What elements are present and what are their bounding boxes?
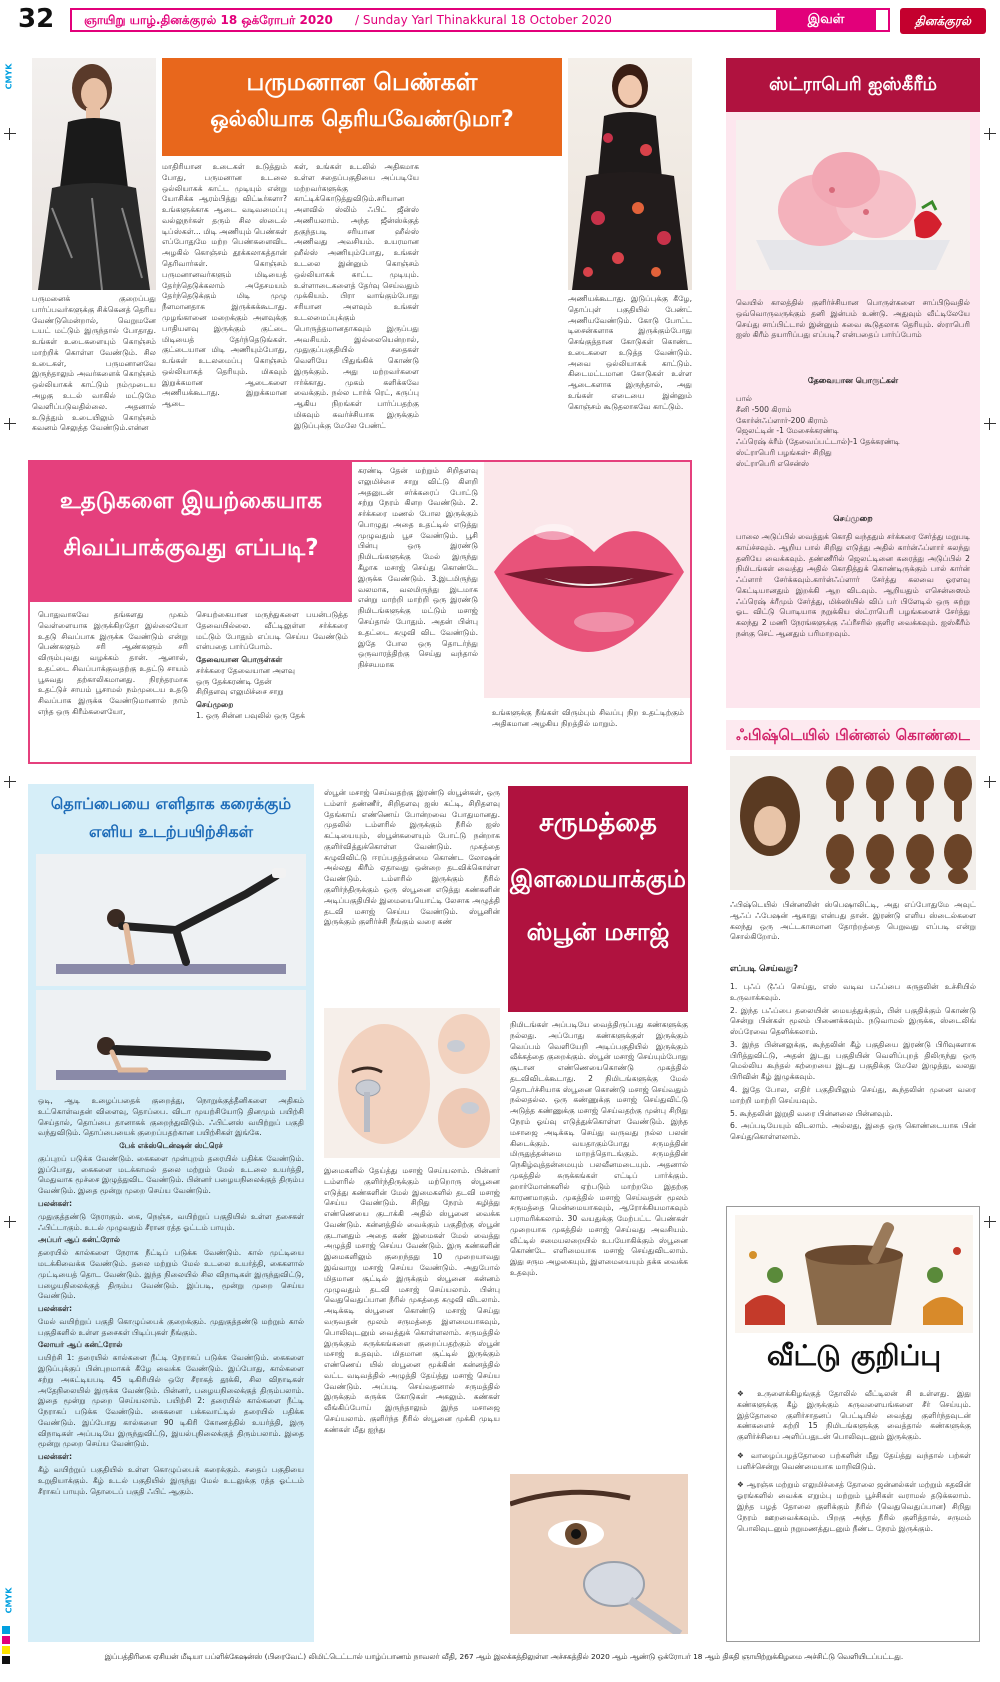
exercise-title: லோயர் ஆப் கன்ட்ரோல் xyxy=(38,1340,123,1350)
lips-title-line1: உதடுகளை இயற்கையாக xyxy=(59,488,323,514)
icecream-ingredient: ஃப்ரெஷ் க்ரீம் (தேவைப்பட்டால்)-1 தேக்கரண்டி xyxy=(736,437,900,447)
tip-item xyxy=(737,1451,971,1473)
braid-title: ஃபிஷ்டெயில் பின்னல் கொண்டை xyxy=(726,720,980,750)
lips-ingredients-heading: தேவையான பொருள்கள் xyxy=(196,655,283,665)
lips-ingredient: சர்க்கரை தேவையான அளவு xyxy=(196,665,296,675)
icecream-title-banner xyxy=(726,58,980,112)
exercise-title: அப்பர் ஆப் கன்ட்ரோல் xyxy=(38,1235,121,1245)
belly-article xyxy=(28,784,314,1642)
lips-title-line2: சிவப்பாக்குவது எப்படி? xyxy=(63,535,319,561)
tip-item xyxy=(737,1480,971,1534)
belly-title-line2: எளிய உடற்பயிற்சிகள் xyxy=(88,822,254,841)
spoon-text-col1-bottom: இமைகளில் தேய்த்து மசாஜ் செய்யலாம். பின்னர் டம்ளரில் குளிர்ந்திருக்கும் மற்றொரு ஸ்பூனை எடுத்து கண்களின் மேல் இமைகளில் தடவி மசாஜ் செய்ய வேண்டும். சிறிது நேரம் கழித்து எண்ணெயை குடாக்கி அதில் ஸ்பூனை வைக்க வேண்டும். கன்னத்தில் வைக்கும் பகுதிற்கு ஸ்பூன் குடானதும் அதை கண் இமைகள் மேல் வைத்து அழுத்தி மசாஜ் செய்ய வேண்டும். இரு கண்களின் இமைகளிலும் குறைந்தது 10 முறையாவது இவ்வாறு மசாஜ் செய்ய வேண்டும். அதுபோல் மிதமான சூட்டில் இருக்கும் ஸ்பூனை கன்னம் முழுவதும் தடவி மசாஜ் செய்யலாம். பின்பு வெதுவெதுப்பான நீரில் முகத்தை கழுவி விடலாம். அடிக்கடி ஸ்பூனை கொண்டு மசாஜ் செய்து வருவதன் மூலம் சருமத்தை இளமையாகவும், பொலிவுடனும் வைத்துக் கொள்ளலாம். சருமத்தில் இருக்கும் சுருக்கங்களை குறைப்பதற்கும் ஸ்பூன் மசாஜ் உதவும். மிதமான சூட்டில் இருக்கும் எண்ணெய் யில் ஸ்பூனை மூக்கின் கன்னத்தில் வட்ட வடிவத்தில் அழுத்தி தேய்த்து மசாஜ் செய்ய வேண்டும். அப்படி செய்வதனால் சருமத்தில் இருக்கும் சுருக்க கோடுகள் அகலும். கண்கள் வீங்கிப்போய் இருந்தாலும் இந்த மசாஜை செய்யலாம். குளிர்ந்த நீரில் ஸ்பூனை முக்கி முடிய கண்கள் மீது ஐந்து xyxy=(324,1166,500,1434)
braid-step: 4. இதே போல, எதிர் பகுதியிலும் செய்து, கூந்தலின் முனை வரை மாற்றி மாற்றி செய்யவும். xyxy=(730,1085,976,1105)
lips-article xyxy=(28,460,692,764)
icecream-method-heading: செய்முறை xyxy=(833,514,873,523)
spices-photo xyxy=(735,1215,973,1333)
registration-mark xyxy=(4,128,16,140)
icecream-title: ஸ்ட்ராபெரி ஐஸ்கீரீம் xyxy=(768,74,938,95)
spoon-text-col1-top: ஸ்பூன் மசாஜ் செய்வதற்கு இரண்டு ஸ்பூன்கள், ஒரு டம்ளர் தண்ணீர், சிறிதளவு ஐஸ் கட்டி, சிறிதளவு தேங்காய் எண்ணெய் போன்றவை போதுமானது. முதலில் டம்ளரில் இருக்கும் நீரில் ஐஸ் கட்டியையும், ஸ்பூன்களையும் போட்டு நன்றாக குளிர்வித்துக்கொள்ள வேண்டும். முகத்தை கழுவிவிட்டு ஈரப்பதத்தன்மை கொண்ட லோஷன் அல்லது கிரீம் ஏதாவது ஒன்றை தடவிக்கொள்ள வேண்டும். டம்ளரில் இருக்கும் நீரில் குளிர்ந்திருக்கும் ஒரு ஸ்பூனை எடுத்து கண்களின் அடிப்பகுதியில் இமையையொட்டி லேசாக அழுத்தி தடவி மசாஜ் செய்ய வேண்டும். ஸ்பூனின் இருக்கும் குளிர்ச்சி நீங்கும் வரை கண் xyxy=(324,788,500,927)
benefit-label: பலன்கள்: xyxy=(38,1199,73,1209)
header-tamil-date: ஞாயிறு யாழ்.தினக்குரல் 18 ஒக்ரோபர் 2020 xyxy=(84,13,333,27)
spoon-text-col2: நிமிடங்கள் அப்படியே வைத்திருப்பது கண்களுக்கு நல்லது. அப்போது கண்களுக்குள் இருக்கும் வெப்பம் வெளியேறி அடிப்பகுதியில் இருக்கும் வீக்கத்தை குறைக்கும். ஸ்பூன் மசாஜ் செய்யும்போது சூடான எண்ணெயைகொண்டு முகத்தில் தடவிவிடக்கூடாது. 2 நிமிடங்களுக்கு மேல் தொடர்ச்சியாக ஸ்பூனை கொண்டு மசாஜ் செய்வதும் நல்லதல்ல. ஒரு கண்ணுக்கு மசாஜ் செய்துவிட்டு அடுத்த கண்ணுக்கு மசாஜ் செய்வதற்கு முன்பு சிறிது நேரம் ஓய்வு எடுத்துக்கொள்ள வேண்டும். இந்த மசாஜை அடிக்கடி செய்து வருவது நல்ல பலன் கிடைக்கும். வயதாகும்போது சருமத்தின் மிருதுத்தன்மை மாறத்தொடங்கும். சருமத்தின் நெகிழ்வுத்தன்மையும் பலவீனமடையும். அதனால் முகத்தில் சுருக்கங்கள் எட்டிப் பார்க்கும். ஹார்மோன்களில் ஏற்படும் மாற்றமே இதற்கு காரணமாகும். முகத்தில் மசாஜ் செய்வதன் மூலம் சருமத்தை மென்மையாகவும், ஆரோக்கியமாகவும் பராமரிக்கலாம். 30 வயதுக்கு மேற்பட்ட பெண்கள் முறையாக முகத்தில் மசாஜ் செய்வது அவசியம். வீட்டில் சமையலறையில் உபயோகிக்கும் ஸ்பூனை கொண்டே எளிமையாக மசாஜ் செய்துவிடலாம். இது சரும அழகையும், இளமையையும் தக்க வைக்க உதவும். xyxy=(510,1020,688,1277)
yellow-swatch xyxy=(2,1646,10,1654)
header-english-date: / Sunday Yarl Thinakkural 18 October 2020 xyxy=(355,13,612,27)
braid-how-heading: எப்படி செய்வது? xyxy=(730,964,799,974)
braid-step: 1. புஃப் டூஃப் செய்து, எஸ் வடிவ பஃப்பை சுருதலின் உச்சியில் உருவாக்கவும். xyxy=(730,982,976,1002)
benefit-label: பலன்கள்: xyxy=(38,1452,73,1462)
magenta-swatch xyxy=(2,1636,10,1644)
belly-intro: ஒடி, ஆடி உழைப்பதைக் குறைத்து, நொறுக்குத்தீனிகளை அதிகம் உட்கொள்வதன் விளைவு, தொப்பை. விடா முயற்சியோடு தினமும் பயிற்சி செய்தால், தொப்பை தானாகக் குறைந்துவிடும். ஃபிட்னஸ் வயிற்றுப் பகுதி வந்துவிடும். தொப்பையைக் குறைப்பதற்கான பயிற்சிகள் இங்கே. xyxy=(38,1096,304,1138)
lips-ingredient: ஒரு தேக்கரண்டி தேன் xyxy=(196,676,272,686)
icecream-ingredient: ஜெலட்டின் -1 மேசைக்கரண்டி xyxy=(736,426,839,436)
tip-text: ஆரஞ்சு மற்றும் எலுமிச்சைத் தோலை ஜன்னல்கள் மற்றும் கதவின் ஓரங்களில் வைக்க எறும்பு மற்றும் பூச்சிகள் வராமல் தடுக்கலாம். இந்த பழத் தோலை குளிக்கும் நீரில் (வெதுவெதுப்பான) சிறிது நேரம் ஊறவைக்கவும். பிறகு அந்த நீரில் குளித்தால், சருமம் பொலிவுடனும் நறுமணத்துடனும் நீண்ட நேரம் இருக்கும். xyxy=(737,1480,971,1533)
icecream-ingredient-list xyxy=(736,394,970,486)
spoon-title-banner xyxy=(508,786,688,1012)
exercise-benefit: மேல் வயிற்றுப் பகுதி கொழுப்பைக் குறைக்கும். முதுகுத்தண்டு மற்றும் கால் பகுதிகளில் உள்ள தசைகள் பிடிப்புகள் நீங்கும். xyxy=(38,1316,304,1337)
braid-article xyxy=(726,720,980,1196)
cyan-swatch xyxy=(2,1626,10,1634)
exercise-photo-2 xyxy=(36,990,306,1090)
tips-article xyxy=(726,1206,980,1642)
slim-title-line2: ஒல்லியாக தெரியவேண்டுமா? xyxy=(210,107,514,132)
icecream-method: பாலை அடுப்பில் வைத்துக் கொதி வந்ததும் சர்க்கரை சேர்த்து மறுபடி காய்ச்சவும். ஆறிய பால் சிறிது எடுத்து அதில் கார்ன்ஃப்ளார் கலந்து தனியே வைக்கவும். தண்ணீரில் ஜெலட்டினை கரைத்து அடுப்பில் 2 நிமிடங்கள் வைத்து அதில் கொதித்துக் கொண்டிருக்கும் பால் கார்ன் ஃப்ளார் சேர்க்கவும்.கார்ன்ஃப்ளார் சேர்த்து கலவை ஓரளவு கெட்டியானதும் இறக்கி ஆற விடவும். ஆறியதும் எசென்ஸைம் ஃப்ரெஷ் க்ரீமும் சேர்த்து, மிக்ஸியில் விப் பர் பிளேடில் ஒரு சுற்று ஓட விட்டு பொடியாக நறுக்கிய ஸ்ட்ராபெரி பழங்களைச் சேர்த்து கலந்து 2 மணி நேரங்களுக்கு ஃப்ரீசரில் குளிர வைக்கவும். ஐஸ்கீரீம் நன்கு செட் ஆனதும் பரிமாறவும். xyxy=(736,532,970,639)
spoon-eye-photo xyxy=(510,1474,688,1634)
tip-text: வாழைப்பழத்தோலை பற்களின் மீது தேய்த்து வந்தால் பற்கள் பளிச்சென்று வெண்மையாக மாறிவிடும். xyxy=(737,1450,971,1471)
tip-bullet-icon: ❖ xyxy=(737,1389,758,1398)
spoon-title-line3: ஸ்பூன் மசாஜ் xyxy=(526,918,670,946)
lips-text-col1: பொதுவாகவே தங்களது முகம் வெள்ளையாக இருக்கிறதோ இல்லையோ உதடு சிவப்பாக இருக்க வேண்டும் என்று பெண்களும் சரி ஆண்களும் சரி விரும்புவது வழக்கம் தான். ஆனால், உதட்டை சிவப்பாக்குவதற்கு உதட்டு சாயம் பூசுவது தற்காலிகமானது. நிரந்தரமாக உதட்டுச் சாயம் பூசாமல் நம்முடைய உதடு சிவப்பாக இருக்க வேண்டுமானால் நாம் எந்த ஒரு கிரீம்களையோ, xyxy=(38,610,188,717)
page-header xyxy=(0,0,1000,40)
icecream-ingredient: கோர்ன்ஃப்ளார்-200 கிராம் xyxy=(736,415,828,425)
tip-bullet-icon: ❖ xyxy=(737,1480,747,1490)
exercise-body: பயிற்சி 1: தரையில் கால்களை நீட்டி நேராகப் படுக்க வேண்டும். கைகளை இடுப்புக்குப் பின்புறமாகக் கீழே வைக்க வேண்டும். இப்போது, கால்களை சற்று அகட்டியபடி 45 டிகிரியில் ஒரே சீராகத் தூக்கி, சில விநாடிகள் அதேநிலையில் இருக்க வேண்டும். பின்னர், பழையநிலைக்குத் திரும்பலாம். இதை மூன்று முறை செய்யலாம். பயிற்சி 2: தரையில் கால்களை நீட்டி நேராகப் படுக்க வேண்டும். கைகளை பக்கவாட்டில் தரையில் பதிக்க வேண்டும். இப்போது கால்களை 90 டிகிரி கோணத்தில் உயர்த்தி, இரு விநாடிகள் அப்படியே இருந்துவிட்டு, இயல்புநிலைக்குத் திரும்பலாம். இதை மூன்று முறை செய்ய வேண்டும். xyxy=(38,1353,304,1449)
black-swatch xyxy=(2,1656,10,1664)
exercise-body: குப்புறப் படுக்க வேண்டும். கைகளை முன்புறம் தரையில் பதிக்க வேண்டும். இப்போது, கைகளை மடக்காமல் தலை மற்றும் மேல் உடலை உயர்த்தி, மெதுவாக மூச்சை இழுத்துவிட வேண்டும். பின்னர் பழையநிலைக்குத் திரும்ப வேண்டும். இதை மூன்று முறை செய்ய வேண்டும். xyxy=(38,1153,304,1196)
registration-mark xyxy=(4,1216,16,1228)
spoon-title-line2: இளமையாக்கும் xyxy=(510,865,686,893)
lips-intro-cont: செயற்கையான மருந்துகளை பயன்படுத்த தேவையில்லை. வீட்டிலுள்ள சர்க்கரை மட்டும் போதும் எப்படி செய்ய வேண்டும் என்பதை பார்ப்போம். xyxy=(196,610,348,652)
slim-text-col2: மாதிரியான உடைகள் உடுத்தும் போது, பருமனான உடலை ஒல்லியாகக் காட்ட முடியும் என்று யோசிக்க ஆரம்பித்து விட்டீர்களா? உங்களுக்காக ஆடை வடிவமைப்பு வல்லுநர்கள் தரும் சில ஸ்டைல் டிப்ஸ்கள்... மிடி அணியும் பெண்கள் எப்போதுமே மற்ற பெண்களைவிட அழகில் கொஞ்சம் தூக்கலாகத்தான் தெரிவார்கள். கொஞ்சம் பருமனானவர்களும் மிடியைத் தேர்ந்தெடுக்கலாம் அதேசமயம் தேர்ந்தெடுக்கும் மிடி முழு நீளமானதாக இருக்கக்கூடாது. முழங்கானை மறைக்கும் அளவுக்கு பாதியளவு இருக்கும் குட்டை மிடியைத் தேர்ந்தெடுங்கள். குட்டையான மிடி அணியும்போது, உங்கள் உடலமைப்பு கொஞ்சம் ஒல்லியாகத் தெரியும். மிகவும் இறுக்கமான ஆடைகளை அணியக்கூடாது. இறுக்கமான ஆடை xyxy=(162,162,287,409)
icecream-intro: வெயில் காலத்தில் குளிர்ச்சியான பொருள்களை சாப்பிடுவதில் ஒவ்வொருவருக்கும் தனி இன்பம் உண்டு. அதுவும் வீட்டிலேயே செய்து சாப்பிட்டால் இன்னும் சுவை கூடுதலாக தெரியும். ஸ்ராபெரி ஐஸ் கிரீம் தயாரிப்பது எப்படி? என்பதைப் பார்ப்போம் xyxy=(736,298,970,340)
icecream-ingredients-heading: தேவையான பொருட்கள் xyxy=(807,376,899,385)
registration-mark xyxy=(984,418,996,430)
belly-text xyxy=(38,1096,304,1636)
lips-method-heading: செய்முறை xyxy=(196,700,234,710)
icecream-ingredient: சீனி -500 கிராம் xyxy=(736,404,792,414)
braid-step: 3. இந்த பின்னலுக்கு, கூந்தலின் கீழ் பகுதியை இரண்டு பிரிவுகளாக பிரித்துவிட்டு, அதன் இடது பகுதியின் வெளிப்புறத் திலிருந்து ஒரு மெல்லிய கூந்தல் கற்றையை இடது பகுதிக்கு மேலே இழுத்து, வலது பிரிவின் கீழ் இழுக்கவும். xyxy=(730,1039,976,1082)
page-number: 32 xyxy=(18,4,55,34)
benefit-label: பலன்கள்: xyxy=(38,1304,73,1314)
lips-text-col4: உங்களுக்கு நீங்கள் விரும்பும் சிவப்பு நிற உதட்டிற்கும் அதிகமான அழகிய நிறத்தில் மாறும். xyxy=(492,708,684,728)
slim-text-col4: அணியக்கூடாது. இடுப்புக்கு கீழே, தொப்புள் பகுதியில் பேண்ட் அணியவேண்டும். கோடு போட்ட டிசைன்களாக இருக்கும்போது செங்குத்தான கோடுகள் கொண்ட உடைகளை உடுத்த வேண்டும். அவை ஒல்லியாகக் காட்டும். கிடைமட்டமான கோடுகள் உள்ள ஆடைகளாக இருந்தால், அது உங்கள் எடையை இன்னும் கொஞ்சம் கூடுதலாகவே காட்டும். xyxy=(568,294,692,411)
exercise-body: தரையில் கால்களை நேராக நீட்டிப் படுக்க வேண்டும். கால் முட்டியை மடக்கிவைக்க வேண்டும். தலை மற்றும் மேல் உடலை உயர்த்தி, கைகளால் முட்டியைத் தொட வேண்டும். இந்த நிலையில் சில விநாடிகள் இருந்துவிட்டு, பழையநிலைக்குத் திரும்ப வேண்டும். இப்படி, மூன்று முறை செய்ய வேண்டும். xyxy=(38,1248,304,1301)
lips-text-col2 xyxy=(196,610,348,758)
registration-mark xyxy=(984,776,996,788)
lips-title-banner xyxy=(30,462,352,602)
registration-mark xyxy=(984,128,996,140)
cmyk-mark-top: CMYK xyxy=(4,63,14,90)
registration-mark xyxy=(984,1216,996,1228)
tip-text: உருளைக்கிழங்குத் தோலில் வீட்டிலன் சி உள்ளது. இது கண்களுக்கு கீழ் இருக்கும் கருவளையங்களை சீர் செய்யும். இத்தோலை குளிர்சாதனப் பெட்டியில் வைத்து குளிர்ந்தவுடன் கண்களைச் சுற்றி 15 நிமிடங்களுக்கு வைத்தால் கண்களுக்கு குளிர்ச்சியை அளிப்பதுடன் பொலிவுடனும் இருக்கும். xyxy=(737,1389,971,1442)
braid-step: 2. இந்த பஃப்பை தலையின் மையத்துக்கும், பின் பகுதிக்கும் கொண்டு சென்று பின்கள் மூலம் பிணைக்கவும். நடுவாமல் இருக்க, ஸ்டைலிங் ஸ்ப்ரேவை தெளிக்கலாம். xyxy=(730,1005,976,1037)
icecream-ingredient: ஸ்ட்ராபெரி எசென்ஸ் xyxy=(736,458,810,468)
registration-mark xyxy=(4,418,16,430)
spoon-title-line1: சருமத்தை xyxy=(539,808,657,838)
woman-floral-dress-photo xyxy=(568,58,692,290)
footer-imprint: இப்பத்திரிகை ஏசியன் மீடியா பப்ளிக்கேஷன்ஸ் (பிரைவேட்) லிமிட்டெட்டால் யாழ்ப்பாணம் நாவலர் வீதி, 267 ஆம் இலக்கத்திலுள்ள அச்சகத்தில் 2020 ஆம் ஆண்டு ஒக்ரோபர் 18 ஆம் திகதி ஞாயிற்றுக்கிழமை அச்சிட்டு வெளியிடப்பட்டது. xyxy=(104,1652,904,1661)
icecream-photo xyxy=(736,120,970,290)
exercise-benefit: கீழ் வயிற்றுப் பகுதியில் உள்ள கொழுப்பைக் கரைக்கும். சதைப் பகுதியை உறுதியாக்கும். கீழ் உடல் பகுதியில் இருந்து மேல் உடலுக்கு ரத்த ஓட்டம் சீராகப் பாயும். தொடைப் பகுதி ஃபிட் ஆகும். xyxy=(38,1465,304,1496)
slim-title-banner xyxy=(162,58,562,156)
registration-mark xyxy=(4,776,16,788)
lips-photo xyxy=(484,462,690,698)
spoon-article xyxy=(324,784,694,1642)
newspaper-logo: தினக்குரல் xyxy=(900,8,986,34)
icecream-ingredient: ஸ்ட்ராபெரி பழங்கள்- சிறிது xyxy=(736,447,832,457)
cmyk-mark-bottom: CMYK xyxy=(4,1587,14,1614)
slim-title-line1: பருமனான பெண்கள் xyxy=(246,68,478,96)
woman-black-dress-photo xyxy=(32,58,156,290)
spoon-face-photos xyxy=(324,1008,500,1158)
belly-title-line1: தொப்பையை எளிதாக கரைக்கும் xyxy=(50,794,292,813)
icecream-article xyxy=(726,58,980,708)
exercise-benefit: முதுகுத்தண்டு நேராகும். கை, நெஞ்சு, வயிற்றுப் பகுதியில் உள்ள தசைகள் ஃபிட்டாகும். உடல் முழுவதும் சீரான ரத்த ஓட்டம் பாயும். xyxy=(38,1211,304,1232)
icecream-ingredient: பால் xyxy=(736,394,752,403)
lips-ingredient: சிறிதளவு எலுமிச்சை சாறு xyxy=(196,687,284,697)
braid-photos xyxy=(730,756,976,890)
braid-step: 5. கூந்தலின் இறுதி வரை பின்னலை பின்னவும். xyxy=(730,1108,893,1118)
tips-title: வீட்டு குறிப்பு xyxy=(766,1339,942,1372)
section-name: இவள் xyxy=(776,10,876,30)
tip-item xyxy=(737,1389,971,1443)
slim-text-col3: கள், உங்கள் உடலில் அதிகமாக உள்ள சதைப்பகுதியை அப்படியே மற்றவர்களுக்கு காட்டிக்கொடுத்துவிடும்.சரியான அளவில் ஸ்லிம் ஃபிட் ஜீன்ஸ் அணியலாம். அந்த ஜீன்ஸ்க்குத் தகுந்தபடி சரியான ஹீல்ஸ் அணிவது அவசியம். உயரமான ஹீல்ஸ் அணியும்போது, உங்கள் உடலை இன்னும் கொஞ்சம் ஒல்லியாகக் காட்ட முடியும். உள்ளாடைகளைத் தேர்வு செய்வதும் முக்கியம். பிரா வாங்கும்போது சரியான அளவும் உங்கள் உடலமைப்புக்கும் பொருத்தமானதாகவும் இருப்பது அவசியம். இல்லையென்றால், முதுகுப்பகுதியில் சதைகள் வெளியே பிதுங்கிக் கொண்டு இருக்கும். அது மற்றவர்களை ஈர்க்காது. முகம் களிக்கவே வைக்கும். நல்ல டார்க் ரெட், கருப்பு ஆகிய நிறங்கள் பார்ப்பதற்கு மிகவும் கவர்ச்சியாக இருக்கும் இடுப்புக்கு மேலே பேண்ட் xyxy=(294,162,419,430)
exercise-title: பேக் எக்ஸ்டென்ஷன் ஸ்ட்ரெச் xyxy=(119,1141,223,1151)
exercise-photo-1 xyxy=(36,854,306,986)
tip-bullet-icon: ❖ xyxy=(737,1450,751,1460)
slim-article xyxy=(32,58,692,450)
lips-step: 1. ஒரு சின்ன பவுலில் ஒரு தேக் xyxy=(196,711,305,721)
tips-list xyxy=(737,1389,971,1639)
braid-intro: ஃபிஷ்டெயில் பின்னலின் ஸ்பெஷாலிட்டி, அது எப்போதுமே அவுட் ஆஃப் ஃபேஷன் ஆகாது என்பது தான். இரண்டு எளிய ஸ்டைல்களை கலந்து ஒரு அட்டகாசமான தோற்றத்தை பெறுவது எப்படி என்று சொல்கிறோம். xyxy=(730,900,976,942)
braid-step: 6. அப்படியேயும் விடலாம். அல்லது, இதை ஒரு கொண்டையாக பின் செய்துகொள்ளலாம். xyxy=(730,1121,976,1142)
slim-text-col1: பருமனைக் குறைப்பது பார்ப்பவர்களுக்கு சிக்கெனத் தெரிய வேண்டுமென்றால், வெறுமனே டயட் மட்டும் இருந்தால் போதாது. உங்கள் உடைகளையும் கொஞ்சம் மாற்றிக் கொள்ள வேண்டும். சில உடைகள், பருமனானவே இருந்தாலும் அவர்களைக் கொஞ்சம் ஒல்லியாகக் காட்டும் நம்முடைய அழகு உடல் வாகில் மட்டுமே வெளிப்படுவதில்லை. அதனால் உடுத்தும் உடையிலும் கொஞ்சம் கவனம் செலுத்த வேண்டும்.என்ன xyxy=(32,294,156,433)
lips-text-col3: கரண்டி தேன் மற்றும் சிறிதளவு எலுமிச்சை சாறு விட்டு கிளறி அதனுடன் சர்க்கரைப் போட்டு சற்று நேரம் கிளற வேண்டும். 2. சர்க்கரை மணல் போல இருக்கும் பொழுது அதை உதட்டில் எடுத்து முழுவதும் பூச வேண்டும். பூசி பின்பு ஒரு இரண்டு நிமிடங்களுக்கு மேல் இருந்து கீழாக மசாஜ் செய்து கொண்டே இருக்க வேண்டும். 3.இடமிருந்து வலமாக, வலமிருந்து இடமாக என்று மாற்றி மாற்றி ஒரு இரண்டு நிமிடங்களுக்கு மட்டும் மசாஜ் செய்தால் போதும். அதன் பின்பு உதட்டை கழுவி விட வேண்டும். இதே போல ஒரு தொடர்ந்து ஒருவாரத்திற்கு செய்து வந்தால் நிச்சயமாக xyxy=(358,466,478,670)
braid-steps xyxy=(730,982,976,1194)
